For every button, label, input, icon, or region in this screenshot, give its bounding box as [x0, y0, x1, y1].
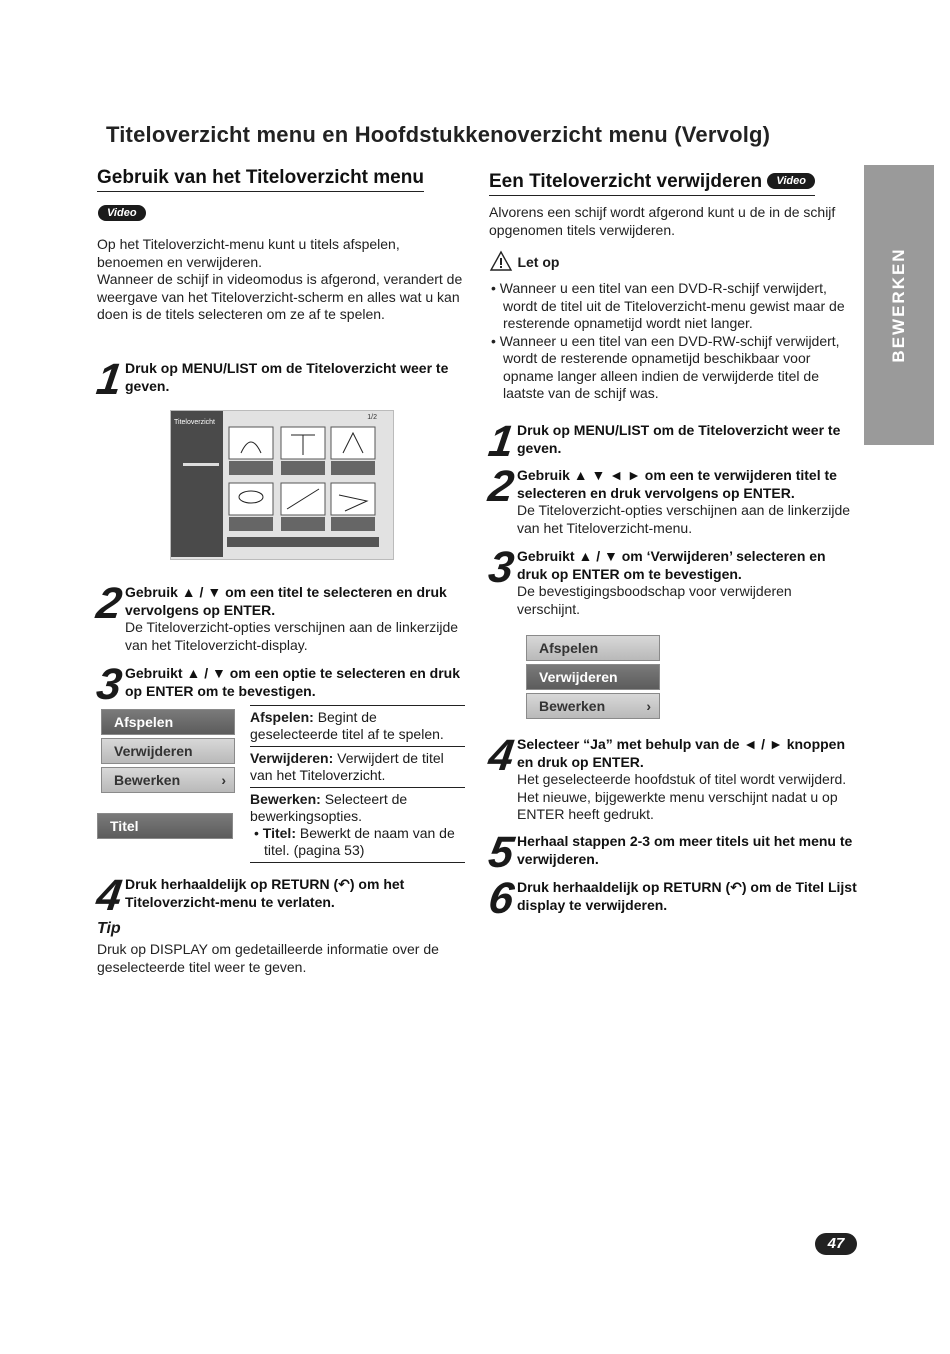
tip-title: Tip [97, 920, 121, 937]
menu-item-afspelen[interactable]: Afspelen [101, 709, 235, 735]
thumbnail-grid [227, 425, 379, 547]
def-verwijderen: Verwijderen: Verwijdert de titel van het Titeloverzicht. [250, 746, 465, 787]
warning-icon [489, 250, 513, 272]
tip-text: Druk op DISPLAY om gedetailleerde informatie over de geselecteerde titel weer te geven. [97, 941, 439, 975]
right-section-title: Een Titeloverzicht verwijderen Video [489, 171, 815, 196]
left-options-menu [101, 709, 235, 796]
right-intro: Alvorens een schijf wordt afgerond kunt u de in de schijf opgenomen titels verwijderen. [489, 204, 836, 238]
video-badge: Video [767, 173, 815, 189]
def-bewerken: Bewerken: Selecteert de bewerkingsopties. • Titel: Bewerkt de naam van de titel. (pagina 53) [250, 787, 465, 863]
caution-list [489, 280, 855, 403]
caution-item: • Wanneer u een titel van een DVD-R-schijf verwijdert, wordt de titel uit de Titeloverzicht-menu gewist maar de resterende opnametijd wordt niet langer. [491, 280, 845, 331]
caution-block: Let op [489, 250, 559, 272]
menu-item-bewerken[interactable]: Bewerken › [526, 693, 660, 719]
submenu-item-titel[interactable]: Titel [97, 813, 233, 839]
page-number: 47 [815, 1233, 857, 1255]
chevron-right-icon: › [646, 698, 651, 714]
screen-sidebar: Titeloverzicht [171, 411, 223, 557]
title-list-screen: Titeloverzicht 1/2 [170, 410, 394, 560]
left-submenu [97, 813, 233, 842]
page-title: Titeloverzicht menu en Hoofdstukkenoverzicht menu (Vervolg) [106, 122, 771, 147]
left-section-title: Gebruik van het Titeloverzicht menu [97, 167, 424, 192]
caution-item: • Wanneer u een titel van een DVD-RW-schijf verwijdert, wordt de resterende opnametijd beschikbaar voor opname langer alleen indien de verwijderde titel de laatste van de schijf was. [491, 332, 840, 401]
chevron-right-icon: › [221, 772, 226, 788]
menu-item-afspelen[interactable]: Afspelen [526, 635, 660, 661]
section-side-tab [864, 165, 934, 445]
options-definitions [250, 705, 465, 863]
right-options-menu [526, 635, 660, 722]
menu-item-verwijderen[interactable]: Verwijderen [101, 738, 235, 764]
video-badge: Video [98, 203, 146, 221]
left-intro: Op het Titeloverzicht-menu kunt u titels afspelen, benoemen en verwijderen. Wanneer de schijf in videomodus is afgerond, verandert de weergave van het Titeloverzicht-scherm en alles wat u kan doen is de titels selecteren om ze af te spelen. [97, 236, 463, 322]
def-afspelen: Afspelen: Begint de geselecteerde titel af te spelen. [250, 705, 465, 746]
menu-item-bewerken[interactable]: Bewerken › [101, 767, 235, 793]
menu-item-verwijderen[interactable]: Verwijderen [526, 664, 660, 690]
side-tab-label: BEWERKEN [889, 247, 908, 363]
